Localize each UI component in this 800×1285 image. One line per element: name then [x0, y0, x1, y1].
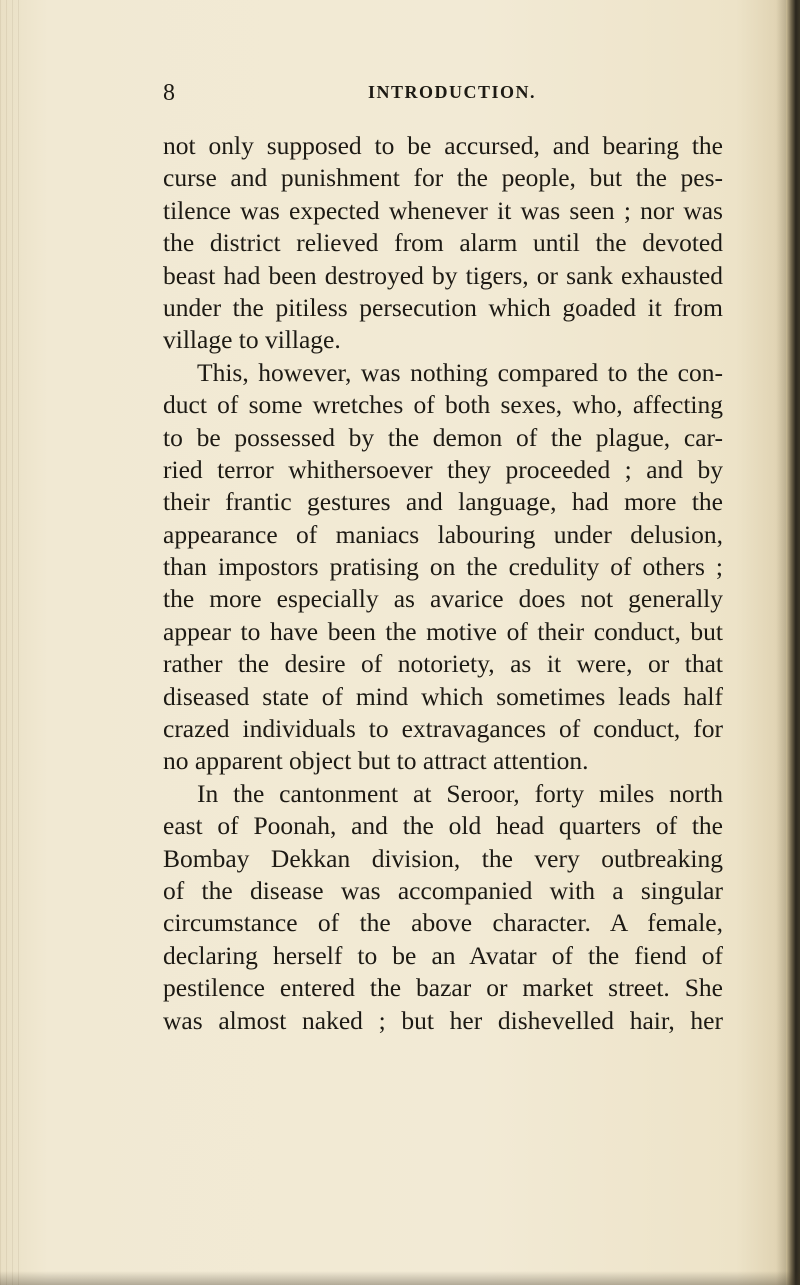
text-line: Bombay Dekkan division, the very outbreaking	[163, 843, 723, 873]
bottom-edge-shadow	[0, 1271, 800, 1285]
text-line: village to village.	[163, 325, 341, 355]
page-edge-shadow	[776, 0, 786, 1285]
text-line: curse and punishment for the people, but the pes-	[163, 163, 723, 193]
text-line: ried terror whithersoever they proceeded ; and by	[163, 454, 723, 484]
text-line: rather the desire of notoriety, as it were, or that	[163, 649, 723, 679]
text-line: east of Poonah, and the old head quarters of the	[163, 811, 723, 841]
text-line: not only supposed to be accursed, and bearing the	[163, 131, 723, 160]
text-line: declaring herself to be an Avatar of the fiend of	[163, 940, 723, 970]
text-line: circumstance of the above character. A female,	[163, 908, 723, 938]
text-line: appearance of maniacs labouring under delusion,	[163, 519, 723, 549]
text-line: the more especially as avarice does not generally	[163, 584, 723, 614]
text-line: the district relieved from alarm until the devoted	[163, 228, 723, 258]
text-line: pestilence entered the bazar or market street. She	[163, 973, 723, 1003]
binding-shadow	[0, 0, 22, 1285]
text-line: This, however, was nothing compared to the con-	[197, 357, 723, 387]
text-line: no apparent object but to attract attention.	[163, 746, 589, 776]
text-line: under the pitiless persecution which goaded it from	[163, 292, 723, 322]
text-line: of the disease was accompanied with a singular	[163, 875, 723, 905]
text-line: was almost naked ; but her dishevelled hair, her	[163, 1005, 723, 1035]
page-edge	[786, 0, 800, 1285]
text-line: their frantic gestures and language, had more the	[163, 487, 723, 517]
text-line: diseased state of mind which sometimes leads half	[163, 681, 723, 711]
text-line: In the cantonment at Seroor, forty miles north	[197, 778, 723, 808]
text-line: crazed individuals to extravagances of conduct, for	[163, 714, 723, 744]
text-line: tilence was expected whenever it was seen ; nor was	[163, 195, 723, 225]
text-line: duct of some wretches of both sexes, who, affecting	[163, 390, 723, 420]
running-head: INTRODUCTION.	[368, 82, 537, 102]
text-line: beast had been destroyed by tigers, or sank exhausted	[163, 260, 723, 290]
body-text	[163, 130, 723, 1037]
page-header	[163, 80, 723, 110]
text-line: than impostors pratising on the credulity of others ;	[163, 552, 723, 582]
page-number: 8	[163, 80, 175, 106]
text-line: appear to have been the motive of their conduct, but	[163, 616, 723, 646]
text-line: to be possessed by the demon of the plague, car-	[163, 422, 723, 452]
